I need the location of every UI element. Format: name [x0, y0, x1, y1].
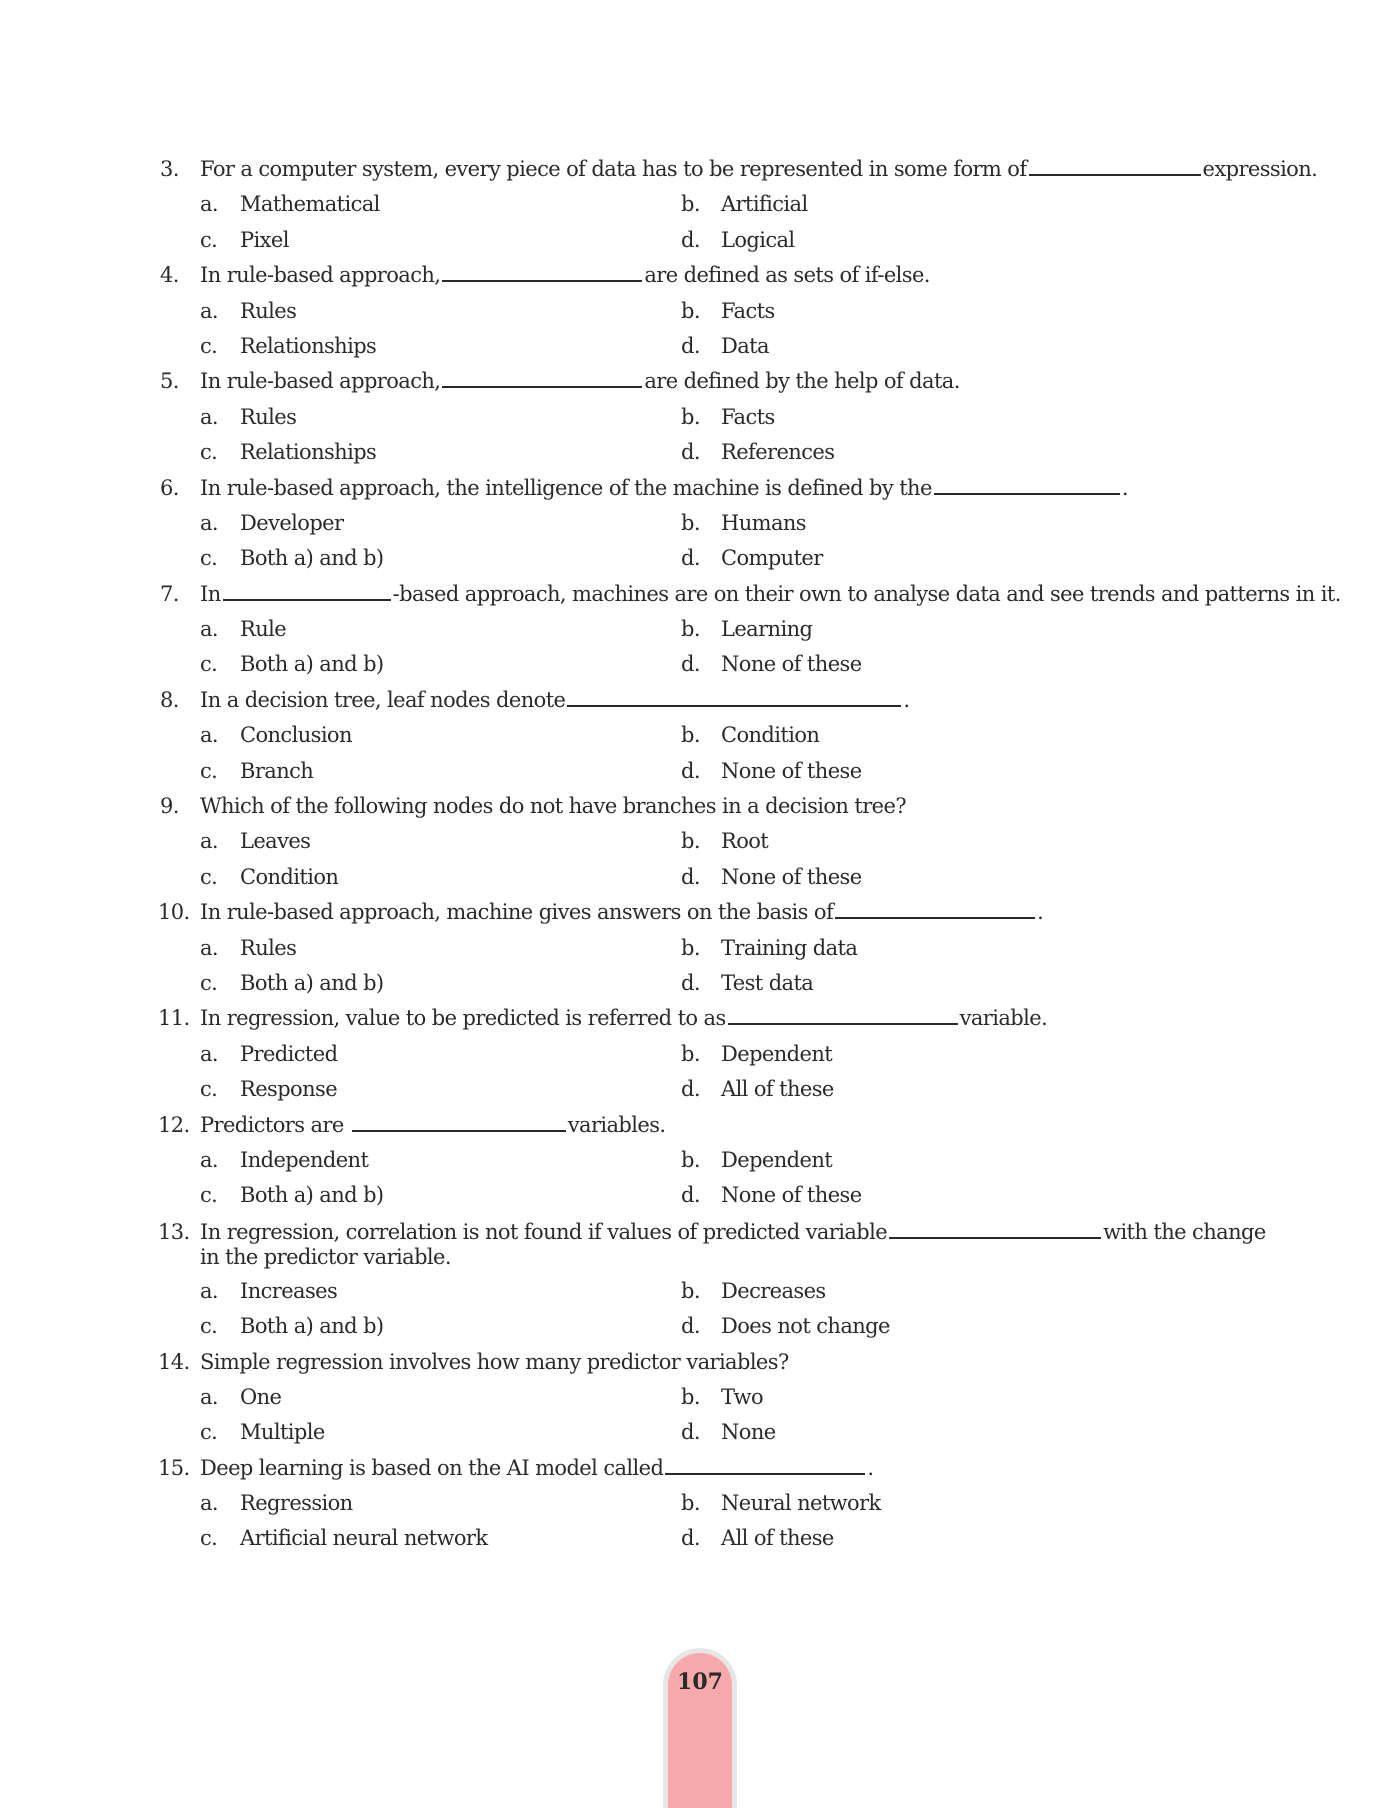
options-row	[160, 400, 1290, 435]
answer-blank	[835, 897, 1035, 919]
option-a: a. Regression	[200, 1491, 353, 1516]
option-c: c. Pixel	[200, 227, 289, 252]
option-d: d. References	[681, 440, 835, 465]
option-a: a. Conclusion	[200, 723, 352, 748]
option-b: b. Root	[681, 829, 769, 854]
option-c: c. Relationships	[200, 440, 377, 465]
question-number: 7.	[160, 581, 179, 606]
option-a: a. Rules	[200, 404, 297, 429]
question-text: Which of the following nodes do not have branches in a decision tree?	[200, 794, 906, 819]
option-b: b. Decreases	[681, 1278, 826, 1303]
answer-blank	[352, 1110, 566, 1132]
option-b: b. Facts	[681, 298, 775, 323]
options-row	[160, 718, 1290, 753]
question-text-after: variable.	[959, 1006, 1048, 1031]
options-row	[160, 860, 1290, 895]
question-text: Simple regression involves how many predictor variables?	[200, 1349, 789, 1374]
question-6	[160, 471, 1290, 506]
question-text-after: are defined as sets of if-else.	[644, 263, 930, 288]
question-number: 14.	[158, 1349, 190, 1374]
options-row	[160, 1037, 1290, 1072]
question-text-after: are defined by the help of data.	[644, 369, 960, 394]
answer-blank	[1029, 154, 1201, 176]
options-row	[160, 1274, 1290, 1309]
options-row	[160, 506, 1290, 541]
question-text: In	[200, 581, 221, 606]
question-text: Predictors are	[200, 1112, 344, 1137]
options-row	[160, 1072, 1290, 1107]
option-c: c. Condition	[200, 864, 339, 889]
option-d: d. None of these	[681, 1183, 862, 1208]
option-c: c. Both a) and b)	[200, 1314, 384, 1339]
options-row	[160, 1178, 1290, 1213]
option-d: d. All of these	[681, 1526, 834, 1551]
option-d: d. Data	[681, 333, 769, 358]
answer-blank	[665, 1453, 865, 1475]
answer-blank	[934, 473, 1120, 495]
answer-blank	[728, 1003, 958, 1025]
question-13	[160, 1214, 1290, 1274]
options-row	[160, 931, 1290, 966]
option-b: b. Artificial	[681, 192, 808, 217]
options-row	[160, 541, 1290, 576]
option-d: d. Does not change	[681, 1314, 890, 1339]
question-text: In rule-based approach,	[200, 263, 441, 288]
question-11	[160, 1001, 1290, 1036]
option-a: a. Rule	[200, 617, 287, 642]
option-c: c. Response	[200, 1077, 338, 1102]
option-a: a. Rules	[200, 298, 297, 323]
question-12	[160, 1108, 1290, 1143]
options-row	[160, 824, 1290, 859]
question-text-after: .	[867, 1455, 874, 1480]
question-number: 12.	[158, 1112, 190, 1137]
question-number: 13.	[158, 1219, 190, 1244]
option-b: b. Humans	[681, 510, 806, 535]
option-b: b. Dependent	[681, 1041, 833, 1066]
answer-blank	[442, 366, 642, 388]
options-row	[160, 1415, 1290, 1450]
option-d: d. Logical	[681, 227, 795, 252]
question-text-after: variables.	[567, 1112, 666, 1137]
question-number: 4.	[160, 263, 179, 288]
option-a: a. Rules	[200, 935, 297, 960]
question-text-after: with the change in the predictor variable.	[200, 1219, 1266, 1269]
option-d: d. None of these	[681, 652, 862, 677]
option-c: c. Relationships	[200, 333, 377, 358]
question-text: In a decision tree, leaf nodes denote	[200, 687, 566, 712]
option-c: c. Branch	[200, 758, 314, 783]
option-a: a. Independent	[200, 1147, 369, 1172]
option-d: d. Test data	[681, 970, 814, 995]
option-b: b. Learning	[681, 617, 813, 642]
question-number: 3.	[160, 157, 179, 181]
option-b: b. Facts	[681, 404, 775, 429]
question-text: In rule-based approach, the intelligence of the machine is defined by the	[200, 475, 932, 500]
question-text-after: -based approach, machines are on their own to analyse data and see trends and patterns in it.	[392, 581, 1341, 606]
option-a: a. Leaves	[200, 829, 311, 854]
option-a: a. Predicted	[200, 1041, 338, 1066]
question-list	[158, 152, 1341, 1557]
option-b: b. Two	[681, 1384, 764, 1409]
question-text: In rule-based approach,	[200, 369, 441, 394]
option-b: b. Dependent	[681, 1147, 833, 1172]
option-a: a. Developer	[200, 510, 344, 535]
page-number: 107	[677, 1669, 723, 1695]
options-row	[160, 612, 1290, 647]
option-c: c. Both a) and b)	[200, 970, 384, 995]
options-row	[160, 1521, 1290, 1556]
option-c: c. Multiple	[200, 1420, 325, 1445]
question-text: In regression, value to be predicted is referred to as	[200, 1006, 726, 1031]
options-row	[160, 1486, 1290, 1521]
question-15	[160, 1451, 1290, 1486]
options-row	[160, 1380, 1290, 1415]
option-a: a. One	[200, 1384, 282, 1409]
option-b: b. Training data	[681, 935, 858, 960]
option-b: b. Condition	[681, 723, 820, 748]
question-3	[160, 152, 1318, 187]
question-text-after: .	[1037, 900, 1044, 925]
question-7	[160, 577, 1341, 612]
question-number: 8.	[160, 687, 179, 712]
option-c: c. Both a) and b)	[200, 1183, 384, 1208]
option-d: d. Computer	[681, 546, 823, 571]
options-row	[160, 187, 1290, 222]
question-number: 10.	[158, 900, 190, 925]
question-text: In regression, correlation is not found if values of predicted variable	[200, 1219, 888, 1244]
answer-blank	[223, 579, 391, 601]
answer-blank	[889, 1223, 1101, 1239]
options-row	[160, 294, 1290, 329]
options-row	[160, 329, 1290, 364]
question-number: 15.	[158, 1455, 190, 1480]
options-row	[160, 1309, 1290, 1344]
question-14	[160, 1345, 1290, 1380]
question-text-after: .	[903, 687, 910, 712]
question-8	[160, 683, 1290, 718]
question-4	[160, 258, 1290, 293]
options-row	[160, 1143, 1290, 1178]
question-number: 6.	[160, 475, 179, 500]
question-text: Deep learning is based on the AI model called	[200, 1455, 664, 1480]
question-number: 5.	[160, 369, 179, 394]
option-a: a. Mathematical	[200, 192, 380, 217]
answer-blank	[442, 260, 642, 282]
option-d: d. All of these	[681, 1077, 834, 1102]
option-d: d. None	[681, 1420, 776, 1445]
question-text: For a computer system, every piece of data has to be represented in some form of	[200, 157, 1027, 181]
question-text-after: expression.	[1202, 157, 1318, 181]
option-c: c. Both a) and b)	[200, 546, 384, 571]
question-text-after: .	[1121, 475, 1128, 500]
question-10	[160, 895, 1290, 930]
options-row	[160, 966, 1290, 1001]
options-row	[160, 754, 1290, 789]
question-number: 11.	[158, 1006, 190, 1031]
option-d: d. None of these	[681, 864, 862, 889]
option-c: c. Artificial neural network	[200, 1526, 488, 1551]
question-text: In rule-based approach, machine gives answers on the basis of	[200, 900, 834, 925]
options-row	[160, 647, 1290, 682]
option-a: a. Increases	[200, 1278, 338, 1303]
option-c: c. Both a) and b)	[200, 652, 384, 677]
question-9	[160, 789, 1290, 824]
question-5	[160, 364, 1290, 399]
option-b: b. Neural network	[681, 1491, 881, 1516]
options-row	[160, 435, 1290, 470]
question-number: 9.	[160, 794, 179, 819]
option-d: d. None of these	[681, 758, 862, 783]
answer-blank	[567, 685, 901, 707]
options-row	[160, 223, 1290, 258]
